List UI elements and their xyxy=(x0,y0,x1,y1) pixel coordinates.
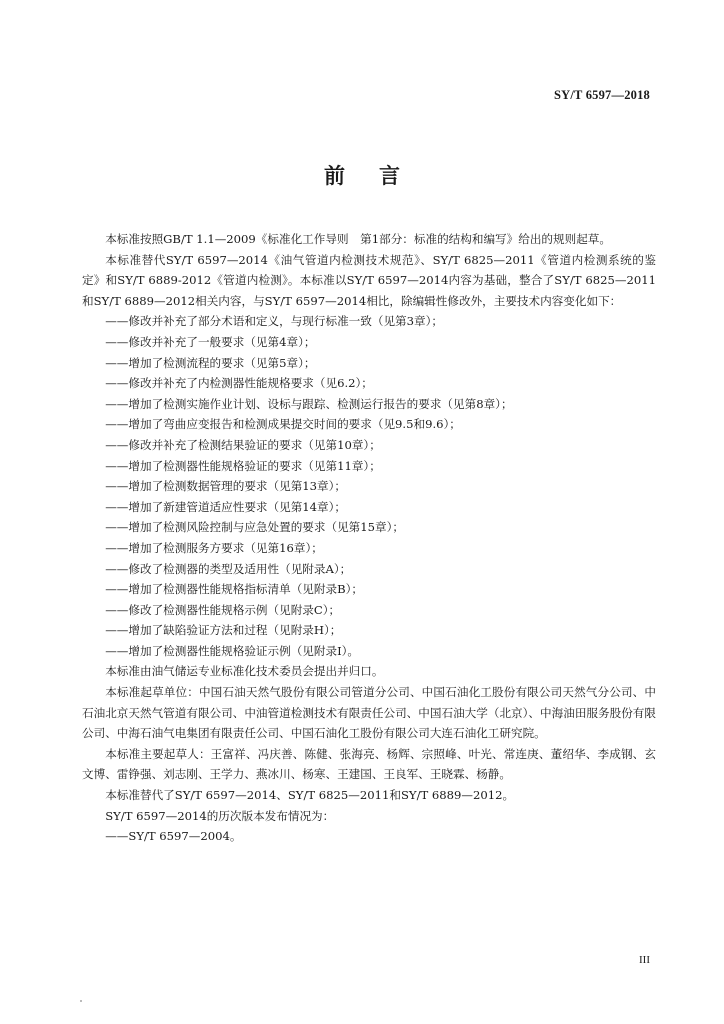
list-item: ——增加了检测风险控制与应急处置的要求（见第15章）； xyxy=(105,520,404,535)
list-item: ——修改并补充了一般要求（见第4章）； xyxy=(105,334,316,349)
paragraph-drafting-rules: 本标准按照GB/T 1.1—2009《标准化工作导则 第1部分：标准的结构和编写》给出的规则起草。 xyxy=(105,232,611,246)
title-char-1: 前 xyxy=(324,164,345,188)
list-item: ——增加了缺陷验证方法和过程（见附录H）； xyxy=(105,623,342,638)
paragraph-proposer: 本标准由油气储运专业标准化技术委员会提出并归口。 xyxy=(105,664,384,679)
page-title xyxy=(0,160,724,190)
list-item: ——修改并补充了部分术语和定义，与现行标准一致（见第3章）； xyxy=(105,314,443,329)
list-item: ——修改并补充了检测结果验证的要求（见第10章）； xyxy=(105,437,381,452)
scan-speck xyxy=(80,1000,82,1002)
list-item: ——增加了检测实施作业计划、设标与跟踪、检测运行报告的要求（见第8章）； xyxy=(105,396,513,411)
title-char-2: 言 xyxy=(379,164,400,188)
list-item: ——增加了弯曲应变报告和检测成果提交时间的要求（见9.5和9.6）； xyxy=(105,417,461,432)
list-item: ——增加了检测器性能规格验证示例（见附录I）。 xyxy=(105,643,360,658)
foreword-body xyxy=(82,229,656,847)
list-item: ——修改并补充了内检测器性能规格要求（见6.2）； xyxy=(105,376,373,391)
paragraph-supersedes: 本标准替代了SY/T 6597—2014、SY/T 6825—2011和SY/T 6889—2012。 xyxy=(105,788,515,803)
changes-list xyxy=(82,311,656,661)
list-item: ——增加了新建管道适应性要求（见第14章）； xyxy=(105,499,347,514)
paragraph-drafting-units: 本标准起草单位：中国石油天然气股份有限公司管道分公司、中国石油化工股份有限公司天然气分公司、中石油北京天然气管道有限公司、中油管道检测技术有限责任公司、中国石油大学（北京）、中海油田服务股份有限公司、中海石油气电集团有限责任公司、中国石油化工股份有限公司大连石油化工研究院。 xyxy=(82,685,656,741)
list-item: ——增加了检测服务方要求（见第16章）； xyxy=(105,540,323,555)
page-number: III xyxy=(639,954,650,966)
list-item: ——修改了检测器的类型及适用性（见附录A）； xyxy=(105,561,352,576)
list-item: ——增加了检测器性能规格验证的要求（见第11章）； xyxy=(105,458,381,473)
standard-code-header: SY/T 6597—2018 xyxy=(554,88,650,102)
list-item: ——增加了检测器性能规格指标清单（见附录B）； xyxy=(105,582,363,597)
paragraph-history-item: ——SY/T 6597—2004。 xyxy=(105,829,242,844)
paragraph-replacement: 本标准替代SY/T 6597—2014《油气管道内检测技术规范》、SY/T 6825—2011《管道内检测系统的鉴定》和SY/T 6889-2012《管道内检测》。本标准以SY/T 6597—2014内容为基础，整合了SY/T 6825—2011和SY/T 6889—2012相关内容，与SY/T 6597—2014相比，除编辑性修改外，主要技术内容变化如下： xyxy=(82,252,656,308)
paragraph-drafters: 本标准主要起草人：王富祥、冯庆善、陈健、张海亮、杨辉、宗照峰、叶光、常连庚、董绍华、李成钢、玄文博、雷铮强、刘志刚、王学力、燕冰川、杨寒、王建国、王良军、王晓霖、杨静。 xyxy=(82,746,656,782)
list-item: ——增加了检测数据管理的要求（见第13章）； xyxy=(105,479,347,494)
list-item: ——增加了检测流程的要求（见第5章）； xyxy=(105,355,316,370)
list-item: ——修改了检测器性能规格示例（见附录C）； xyxy=(105,602,341,617)
paragraph-history-intro: SY/T 6597—2014的历次版本发布情况为： xyxy=(105,808,335,823)
